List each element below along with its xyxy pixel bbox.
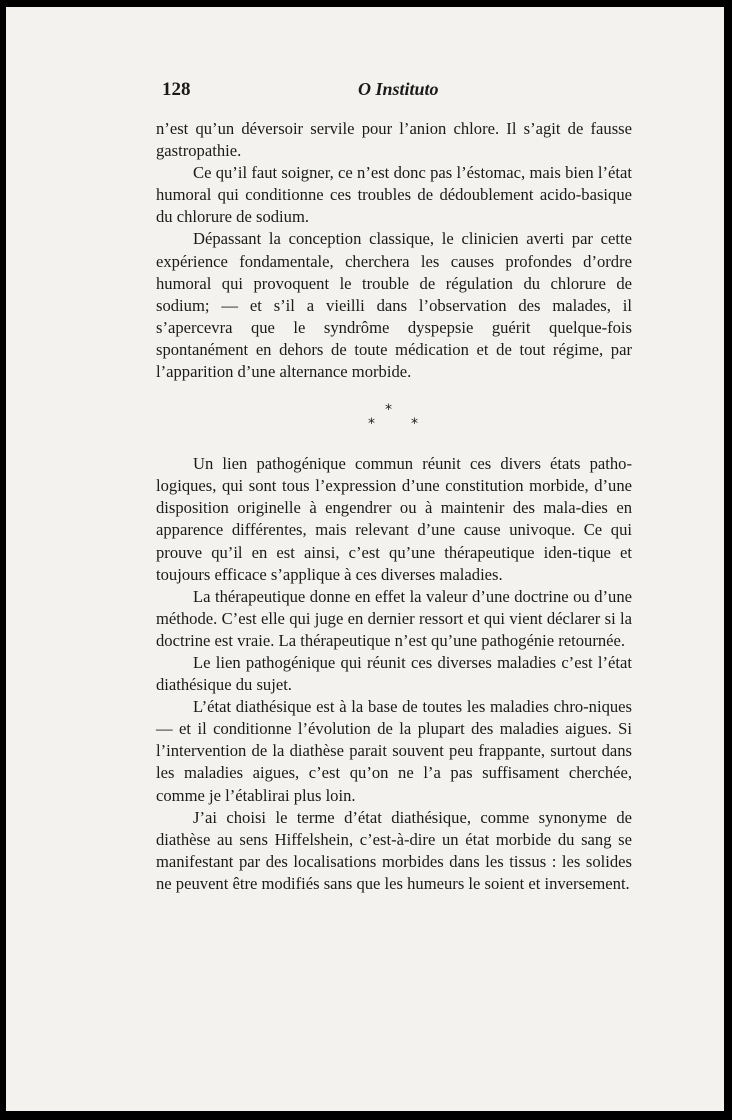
paragraph: Un lien pathogénique commun réunit ces divers états patho-logiques, qui sont tous l’expression d’une constitution morbide, d’une disposition originelle à engendrer ou à maintenir des mala-dies en apparence différentes, mais relevant d’une cause univoque. Ce qui prouve qu’il en est ainsi, c’est qu’une thérapeutique iden-tique et toujours efficace s’applique à ces diverses maladies. bbox=[156, 454, 632, 584]
body-text bbox=[156, 118, 632, 895]
asterism-separator bbox=[156, 387, 632, 447]
paragraph: Le lien pathogénique qui réunit ces diverses maladies c’est l’état diathésique du sujet. bbox=[156, 652, 632, 695]
paragraph: L’état diathésique est à la base de toutes les maladies chro-niques — et il conditionne l’évolution de la plupart des maladies aigues. Si l’intervention de la diathèse parait souvent peu frappante, surtout dans les maladies aigues, c’est qu’on ne l’a pas suffisament cherchée, comme je l’établirai plus loin. bbox=[156, 697, 632, 805]
paragraph: La thérapeutique donne en effet la valeur d’une doctrine ou d’une méthode. C’est elle qui juge en dernier ressort et qui vient déclarer si la doctrine est vraie. La thérapeutique n’est qu’une pathogénie retournée. bbox=[156, 586, 632, 650]
paragraph: J’ai choisi le terme d’état diathésique, comme synonyme de diathèse au sens Hiffelshein, c’est-à-dire un état morbide du sang se manifestant par des localisations morbides dans les tissus : les solides ne peuvent être modifiés sans que les humeurs le soient et inversement. bbox=[156, 807, 632, 893]
paragraph: n’est qu’un déversoir servile pour l’anion chlore. Il s’agit de fausse gastropathie. bbox=[156, 119, 632, 161]
asterism-star: * bbox=[385, 402, 392, 419]
page-number: 128 bbox=[162, 79, 191, 100]
paragraph: Dépassant la conception classique, le clinicien averti par cette expérience fondamentale, cherchera les causes profondes d’ordre humoral qui provoquent le trouble de régulation du chlorure de sodium; — et s’il a vieilli dans l’observation des malades, il s’apercevra que le syndrôme dyspepsie guérit quelque-fois spontanément en dehors de toute médication et de tout régime, par l’apparition d’une alternance morbide. bbox=[156, 229, 632, 382]
asterism-star: * bbox=[368, 416, 375, 433]
paragraph: Ce qu’il faut soigner, ce n’est donc pas l’éstomac, mais bien l’état humoral qui conditionne ces troubles de dédoublement acido-basique du chlorure de sodium. bbox=[156, 163, 632, 227]
asterism-star: * bbox=[411, 416, 418, 433]
running-title: O Instituto bbox=[358, 79, 439, 99]
page-header bbox=[162, 79, 638, 105]
